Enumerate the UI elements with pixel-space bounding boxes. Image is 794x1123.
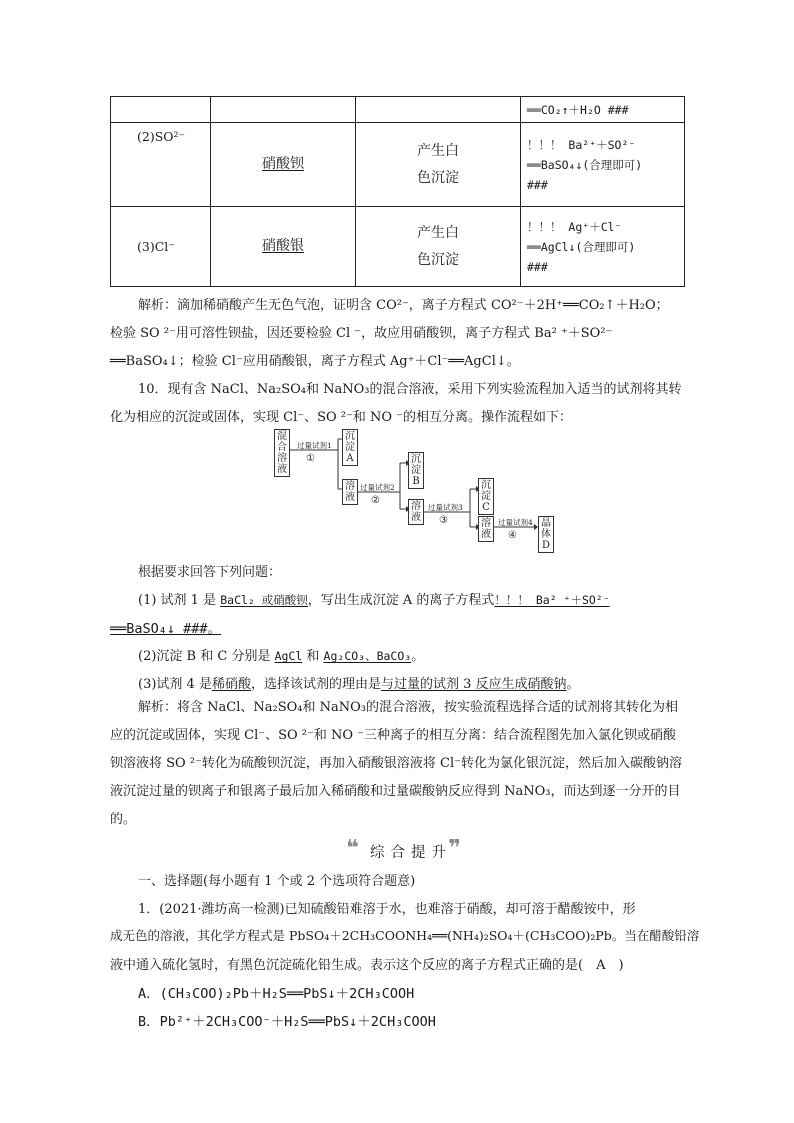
flow-node-solution: 溶液 bbox=[478, 516, 494, 542]
analysis-paragraph: 解析：将含 NaCl、Na₂SO₄和 NaNO₃的混合溶液，按实验流程选择合适的试剂将其转化为相应的沉淀或固体，实现 Cl⁻、SO ²⁻和 NO ⁻三种离子的相互分离：结合流程图先加入氯化钡或硝酸钡溶液将 SO ²⁻转化为硫酸钡沉淀，再加入硝酸银溶液将 Cl⁻转化为氯化银沉淀，然后加入碳酸钠溶液沉淀过量的钡离子和银离子最后加入稀硝酸和过量碳酸钠反应得到 NaNO₃，而达到逐一分开的目的。 bbox=[110, 700, 683, 827]
answer-text: ，写出生成沉淀 A 的离子方程式 bbox=[307, 593, 495, 608]
analysis-line: ══BaSO₄↓；检验 Cl⁻应用硝酸银，离子方程式 Ag⁺＋Cl⁻══AgCl↓。 bbox=[110, 354, 520, 369]
table-cell-phenomenon bbox=[356, 97, 521, 123]
answer-line-3 bbox=[138, 673, 580, 692]
analysis-line: 检验 SO ²⁻用可溶性钡盐，因还要检验 Cl ⁻，故应用硝酸钡，离子方程式 Ba² ⁺＋SO²⁻ bbox=[110, 326, 613, 341]
question-stem-line: 成无色的溶液，其化学方程式是 PbSO₄＋2CH₃COONH₄══(NH₄)₂SO₄＋(CH₃COO)₂Pb。当在醋酸铅溶 bbox=[110, 928, 700, 943]
equation-line: ══BaSO₄↓(合理即可) bbox=[527, 157, 643, 172]
flow-node-crystal-d: 晶体D bbox=[538, 516, 554, 553]
answer-text: 。 bbox=[566, 677, 580, 692]
flow-node-mixture: 混合溶液 bbox=[274, 429, 290, 477]
table-row bbox=[111, 207, 685, 287]
flow-step-number: ① bbox=[306, 453, 315, 464]
question-stem-line: 1．(2021·潍坊高一检测)已知硫酸铅难溶于水，也难溶于硝酸，却可溶于醋酸铵中，形 bbox=[138, 902, 636, 917]
phenomenon-line: 色沉淀 bbox=[417, 251, 459, 268]
flow-step-number: ③ bbox=[439, 515, 448, 526]
equation-line: ！！！ Ba²⁺＋SO²⁻ bbox=[527, 137, 636, 152]
equation-line: ### bbox=[527, 177, 548, 192]
answer-fill: Ag₂CO₃、BaCO₃ bbox=[323, 649, 412, 663]
section-banner bbox=[344, 836, 474, 864]
flow-node-solution: 溶液 bbox=[342, 479, 358, 505]
table-cell-equation bbox=[521, 97, 685, 123]
answer-text: 。 bbox=[411, 649, 425, 664]
answer-fill: 稀硝酸 bbox=[211, 677, 251, 692]
flow-step-label: 过量试剂1 bbox=[297, 441, 332, 450]
answer-text: ，选择该试剂的理由是 bbox=[250, 677, 381, 692]
table-cell-equation bbox=[521, 207, 685, 287]
question-stem-line: 化为相应的沉淀或固体，实现 Cl⁻、SO ²⁻和 NO ⁻的相互分离。操作流程如下： bbox=[110, 410, 573, 425]
flow-step-number: ② bbox=[371, 495, 380, 506]
question-prompt: 根据要求回答下列问题： bbox=[138, 565, 282, 580]
answer-fill: AgCl bbox=[274, 649, 303, 663]
table-cell-ion: (2)SO²⁻ bbox=[111, 123, 211, 207]
phenomenon-line: 产生白 bbox=[417, 224, 459, 241]
flow-node-precipitate-c: 沉淀C bbox=[478, 478, 494, 515]
answer-line-1 bbox=[138, 589, 610, 608]
option-b: B．Pb²⁺＋2CH₃COO⁻＋H₂S══PbS↓＋2CH₃COOH bbox=[138, 1014, 436, 1030]
separation-flowchart bbox=[272, 429, 562, 551]
answer-text: 和 bbox=[302, 649, 324, 664]
option-a: A．(CH₃COO)₂Pb＋H₂S══PbS↓＋2CH₃COOH bbox=[138, 986, 415, 1002]
analysis-line: 解析：滴加稀硝酸产生无色气泡，证明含 CO²⁻，离子方程式 CO²⁻＋2H⁺══CO₂↑＋H₂O； bbox=[138, 298, 669, 313]
flow-node-precipitate-a: 沉淀A bbox=[342, 429, 358, 466]
answer-text: (3)试剂 4 是 bbox=[138, 677, 212, 692]
flow-step-number: ④ bbox=[508, 530, 517, 541]
reagent-answer: 硝酸钡 bbox=[262, 156, 304, 172]
question-stem-line: 液中通入硫化氢时，有黑色沉淀硫化铅生成。表示这个反应的离子方程式正确的是( A ) bbox=[110, 958, 624, 973]
table-cell-reagent bbox=[211, 97, 356, 123]
answer-fill: ！！！ Ba² ⁺＋SO²⁻ bbox=[494, 593, 610, 607]
flow-step-label: 过量试剂3 bbox=[428, 503, 463, 512]
reagent-answer: 硝酸银 bbox=[262, 238, 304, 254]
table-cell-reagent bbox=[211, 123, 356, 207]
phenomenon-line: 产生白 bbox=[417, 142, 459, 159]
phenomenon-line: 色沉淀 bbox=[417, 169, 459, 186]
table-cell-equation bbox=[521, 123, 685, 207]
equation-line: ══CO₂↑＋H₂O ### bbox=[527, 102, 629, 117]
equation-line: ！！！ Ag⁺＋Cl⁻ bbox=[527, 219, 622, 234]
section-title: 综合提升 bbox=[370, 845, 452, 861]
close-quote-icon: ❞ bbox=[448, 836, 461, 861]
answer-fill: ══BaSO₄↓ ###。 bbox=[110, 621, 222, 637]
answer-text: (1) 试剂 1 是 bbox=[138, 593, 221, 608]
equation-line: ══AgCl↓(合理即可) bbox=[527, 239, 636, 254]
equation-line: ### bbox=[527, 259, 548, 274]
answer-text: (2)沉淀 B 和 C 分别是 bbox=[138, 649, 275, 664]
open-quote-icon: ❝ bbox=[346, 836, 359, 861]
question-stem-line: 10．现有含 NaCl、Na₂SO₄和 NaNO₃的混合溶液，采用下列实验流程加入适当的试剂将其转 bbox=[138, 382, 682, 397]
table-cell-phenomenon bbox=[356, 207, 521, 287]
table-row bbox=[111, 97, 685, 123]
answer-fill: BaCl₂ 或硝酸钡 bbox=[220, 593, 308, 607]
ion-test-table bbox=[110, 96, 685, 287]
answer-fill: 与过量的试剂 3 反应生成硝酸钠 bbox=[380, 677, 567, 692]
answer-line-2 bbox=[138, 645, 424, 664]
table-cell-ion: (3)Cl⁻ bbox=[111, 207, 211, 287]
flow-node-solution: 溶液 bbox=[408, 499, 424, 525]
part-heading: 一、选择题(每小题有 1 个或 2 个选项符合题意) bbox=[138, 874, 416, 889]
flow-step-label: 过量试剂4 bbox=[498, 518, 533, 527]
table-cell-reagent bbox=[211, 207, 356, 287]
table-cell-phenomenon bbox=[356, 123, 521, 207]
flow-node-precipitate-b: 沉淀B bbox=[408, 452, 424, 489]
table-cell-ion bbox=[111, 97, 211, 123]
flow-step-label: 过量试剂2 bbox=[360, 483, 395, 492]
table-row bbox=[111, 123, 685, 207]
